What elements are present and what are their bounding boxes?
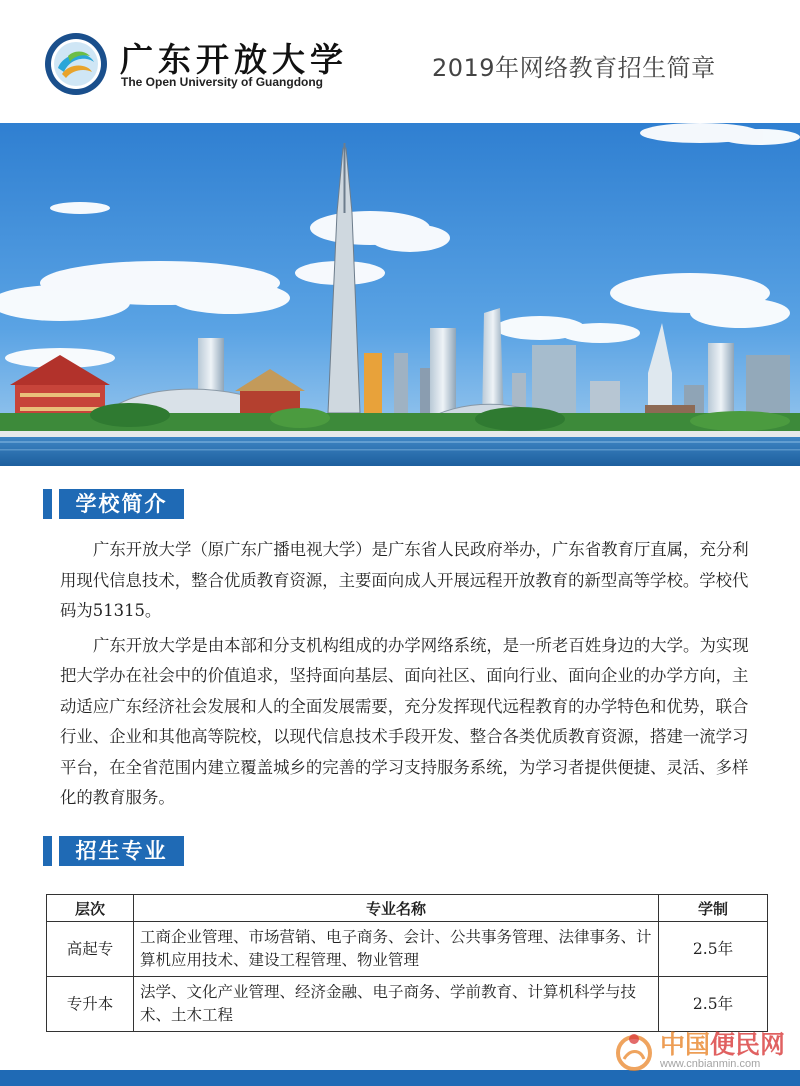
majors-table xyxy=(46,894,768,1032)
table-row xyxy=(47,922,768,977)
majors-heading-label: 招生专业 xyxy=(59,836,184,866)
table-row xyxy=(47,977,768,1032)
majors-section-heading xyxy=(43,836,188,866)
cell-level: 专升本 xyxy=(47,977,134,1032)
heading-accent-bar xyxy=(43,489,52,519)
intro-text xyxy=(60,535,760,818)
intro-heading-label: 学校简介 xyxy=(59,489,184,519)
col-header-majors: 专业名称 xyxy=(134,895,659,922)
intro-paragraph: 广东开放大学是由本部和分支机构组成的办学网络系统，是一所老百姓身边的大学。为实现把大学办在社会中的价值追求，坚持面向基层、面向社区、面向行业、面向企业的办学方向，主动适应广东经济社会发展和人的全面发展需要，充分发挥现代远程教育的办学特色和优势，联合行业、企业和其他高等院校，以现代信息技术手段开发、整合各类优质教育资源，搭建一流学习平台，在全省范围内建立覆盖城乡的完善的学习支持服务系统，为学习者提供便捷、灵活、多样化的教育服务。 xyxy=(60,635,749,807)
col-header-duration: 学制 xyxy=(659,895,768,922)
school-name-en: The Open University of Guangdong xyxy=(121,75,324,89)
watermark-text-part2: 便民网 xyxy=(710,1030,786,1059)
watermark xyxy=(612,1025,792,1083)
cell-level: 高起专 xyxy=(47,922,134,977)
university-seal-icon xyxy=(44,32,108,96)
cell-majors: 法学、文化产业管理、经济金融、电子商务、学前教育、计算机科学与技术、土木工程 xyxy=(134,977,659,1032)
heading-accent-bar xyxy=(43,836,52,866)
watermark-url: www.cnbianmin.com xyxy=(660,1058,761,1070)
school-name-cn: 广东开放大学 xyxy=(120,40,348,79)
watermark-text xyxy=(660,1025,785,1061)
document-title: 2019年网络教育招生简章 xyxy=(432,54,716,82)
bianmin-logo-icon xyxy=(612,1029,656,1073)
guangzhou-skyline-photo xyxy=(0,123,800,466)
table-header-row xyxy=(47,895,768,922)
col-header-level: 层次 xyxy=(47,895,134,922)
cell-majors: 工商企业管理、市场营销、电子商务、会计、公共事务管理、法律事务、计算机应用技术、建设工程管理、物业管理 xyxy=(134,922,659,977)
cell-duration: 2.5年 xyxy=(659,977,768,1032)
header xyxy=(0,0,800,123)
intro-section-heading xyxy=(43,489,188,519)
watermark-text-part1: 中国 xyxy=(660,1030,711,1059)
intro-paragraph: 广东开放大学（原广东广播电视大学）是广东省人民政府举办，广东省教育厅直属，充分利用现代信息技术，整合优质教育资源，主要面向成人开展远程开放教育的新型高等学校。学校代码为51315。 xyxy=(60,540,749,620)
cell-duration: 2.5年 xyxy=(659,922,768,977)
